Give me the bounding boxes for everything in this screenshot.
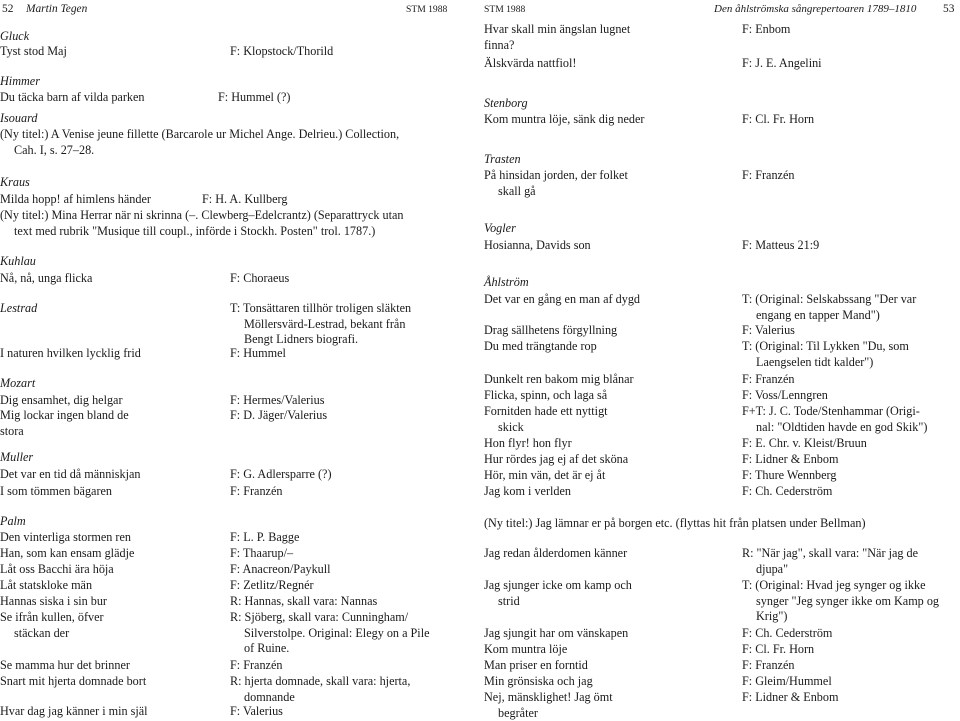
song-author: R: Hannas, skall vara: Nannas (230, 594, 378, 608)
song-author: F: Hummel (230, 346, 286, 360)
song-title: Hannas siska i sin bur (0, 594, 107, 608)
song-entry (230, 301, 475, 348)
song-title-line: finna? (484, 37, 515, 52)
song-title-line: begråter (498, 705, 538, 720)
song-author-line: Krig") (756, 609, 788, 624)
song-entry (0, 530, 470, 546)
song-title: Kom muntra löje (484, 642, 568, 656)
song-entry (484, 674, 954, 690)
composer-heading: Kraus (0, 175, 30, 189)
song-entry (0, 562, 470, 578)
song-title: Låt statskloke män (0, 578, 93, 592)
song-author: F: G. Adlersparre (?) (230, 467, 332, 481)
song-author: F: J. E. Angelini (742, 56, 822, 70)
song-author: F: Hermes/Valerius (230, 393, 325, 407)
song-entry (0, 594, 470, 610)
song-title: Nå, nå, unga flicka (0, 271, 93, 285)
song-title: Hör, min vän, det är ej åt (484, 468, 606, 482)
song-author: F: Zetlitz/Regnér (230, 578, 314, 592)
song-entry (484, 452, 954, 468)
song-author: F: Choraeus (230, 271, 290, 285)
song-title: Låt oss Bacchi ära höja (0, 562, 114, 576)
song-author-line: F+T: J. C. Tode/Stenhammar (Origi- (742, 404, 920, 418)
song-author-line: Silverstolpe. Original: Elegy on a Pile (244, 625, 430, 640)
composer-heading: Palm (0, 514, 26, 528)
song-entry (484, 468, 954, 484)
song-entry (0, 704, 470, 720)
note-text: (Ny titel:) Jag lämnar er på borgen etc. (flyttas hit från platsen under Bellman) (484, 516, 866, 530)
song-title: Hvar dag jag känner i min själ (0, 704, 148, 718)
song-entry (484, 658, 954, 674)
song-author: F: Enbom (742, 22, 791, 36)
song-title: Min grönsiska och jag (484, 674, 593, 688)
song-author: F: Franzén (742, 658, 795, 672)
song-entry (484, 388, 954, 404)
song-entry (0, 658, 470, 674)
song-title: Hon flyr! hon flyr (484, 436, 572, 450)
song-title-line: Nej, mänsklighet! Jag ömt (484, 690, 613, 704)
song-title-line: strid (498, 593, 520, 608)
song-entry (484, 642, 954, 658)
song-author-line: synger "Jeg synger ikke om Kamp og (756, 593, 940, 608)
note-text (0, 127, 478, 158)
composer-heading: Isouard (0, 111, 38, 125)
song-author-line: R: "När jag", skall vara: "När jag de (742, 546, 919, 560)
song-author-line: engang en tapper Mand") (756, 307, 880, 322)
song-entry (484, 323, 954, 339)
song-title-line: Fornitden hade ett nyttigt (484, 404, 608, 418)
song-title: Se mamma hur det brinner (0, 658, 130, 672)
song-title-line: Jag sjunger icke om kamp och (484, 578, 632, 592)
song-author: F: Ch. Cederström (742, 484, 833, 498)
song-author: F: Franzén (230, 658, 283, 672)
song-title: Jag kom i verlden (484, 484, 571, 498)
note-line: Cah. I, s. 27–28. (14, 142, 95, 157)
journal-label: STM 1988 (484, 4, 526, 15)
note-text (0, 208, 478, 239)
song-author: F: E. Chr. v. Kleist/Bruun (742, 436, 867, 450)
composer-heading: Vogler (484, 221, 516, 235)
song-author-line: of Ruine. (244, 641, 290, 656)
left-page-header (0, 2, 480, 16)
song-title: Snart mit hjerta domnade bort (0, 674, 147, 688)
song-title: Hur rördes jag ej af det sköna (484, 452, 629, 466)
song-author: F: Valerius (230, 704, 283, 718)
song-title-line: skick (498, 419, 524, 434)
song-author: F: Lidner & Enbom (742, 452, 839, 466)
song-author: F: Lidner & Enbom (742, 690, 839, 704)
right-page (484, 0, 960, 721)
song-author-line: Laengselen tidt kalder") (756, 354, 874, 369)
song-author: F: Valerius (742, 323, 795, 337)
song-author-line: nal: "Oldtiden havde en god Skik") (756, 419, 928, 434)
journal-label: STM 1988 (406, 4, 448, 15)
song-author: F: Franzén (230, 484, 283, 498)
composer-heading: Stenborg (484, 96, 528, 110)
song-title: Hosianna, Davids son (484, 238, 591, 252)
song-author: F: Matteus 21:9 (742, 238, 820, 252)
song-author: F: D. Jäger/Valerius (230, 408, 328, 422)
song-title: Han, som kan ensam glädje (0, 546, 135, 560)
song-author: F: Klopstock/Thorild (230, 44, 334, 58)
song-author: F: Thure Wennberg (742, 468, 837, 482)
song-entry (0, 578, 470, 594)
song-title: Tyst stod Maj (0, 44, 67, 58)
composer-heading: Kuhlau (0, 254, 36, 268)
note-line: text med rubrik "Musique till coupl., införde i Stockh. Posten" trol. 1787.) (14, 223, 376, 238)
song-author: F: Anacreon/Paykull (230, 562, 331, 576)
song-title-line: stora (0, 423, 24, 438)
running-author: Martin Tegen (26, 3, 88, 15)
song-author: F: Gleim/Hummel (742, 674, 832, 688)
song-author: F: Thaarup/– (230, 546, 294, 560)
song-entry (484, 372, 954, 388)
song-author-line: djupa" (756, 561, 789, 576)
composer-heading: Lestrad (0, 301, 38, 315)
song-title: Dunkelt ren bakom mig blånar (484, 372, 634, 386)
song-title: Den vinterliga stormen ren (0, 530, 131, 544)
song-title: Flicka, spinn, och laga så (484, 388, 608, 402)
song-author: F: Franzén (742, 168, 795, 182)
song-author-line: domnande (244, 689, 295, 704)
song-title-line: Se ifrån kullen, öfver (0, 610, 104, 624)
song-title-line: stäckan der (14, 625, 70, 640)
song-title-line: skall gå (498, 183, 536, 198)
song-entry (484, 436, 954, 452)
composer-heading: Gluck (0, 29, 30, 43)
song-author: F: Ch. Cederström (742, 626, 833, 640)
song-author-line: T: (Original: Til Lykken "Du, som (742, 339, 909, 353)
song-title: I som tömmen bägaren (0, 484, 113, 498)
song-title: Det var en gång en man af dygd (484, 292, 641, 306)
song-author-line: R: hjerta domnade, skall vara: hjerta, (230, 674, 411, 688)
note-line: (Ny titel:) A Venise jeune fillette (Barcarole ur Michel Ange. Delrieu.) Collection, (0, 127, 400, 141)
page-number: 52 (2, 3, 14, 15)
song-title: Jag sjungit har om vänskapen (484, 626, 629, 640)
song-entry (0, 546, 470, 562)
note-line: (Ny titel:) Mina Herrar när ni skrinna (–. Clewberg–Edelcrantz) (Separattryck utan (0, 208, 404, 222)
song-author-line: Möllersvärd-Lestrad, bekant från (244, 316, 406, 331)
song-author-line: Bengt Lidners biografi. (244, 332, 359, 347)
composer-heading: Himmer (0, 74, 40, 88)
song-title-line: På hinsidan jorden, der folket (484, 168, 628, 182)
song-title: Man priser en forntid (484, 658, 588, 672)
song-author-line: T: (Original: Selskabssang "Der var (742, 292, 917, 306)
composer-heading: Muller (0, 450, 34, 464)
song-author-line: T: Tonsättaren tillhör troligen släkten (230, 301, 412, 315)
right-page-header (484, 2, 960, 16)
song-title: Kom muntra löje, sänk dig neder (484, 112, 645, 126)
composer-heading: Trasten (484, 152, 521, 166)
song-title: I naturen hvilken lycklig frid (0, 346, 141, 360)
page-number: 53 (943, 3, 955, 15)
song-title: Det var en tid då människjan (0, 467, 141, 481)
composer-heading: Mozart (0, 376, 36, 390)
song-author: F: Cl. Fr. Horn (742, 642, 815, 656)
song-title-line: Hvar skall min ängslan lugnet (484, 22, 631, 36)
song-title: Du med trängtande rop (484, 339, 597, 353)
song-entry (484, 484, 954, 500)
song-author: F: Cl. Fr. Horn (742, 112, 815, 126)
song-title: Milda hopp! af himlens händer (0, 192, 151, 206)
song-author-line: T: (Original: Hvad jeg synger og ikke (742, 578, 926, 592)
song-author: F: L. P. Bagge (230, 530, 300, 544)
song-author: F: Hummel (?) (218, 90, 291, 104)
running-title: Den åhlströmska sångrepertoaren 1789–1810 (714, 3, 917, 15)
song-author: F: H. A. Kullberg (202, 192, 288, 206)
song-author-line: R: Sjöberg, skall vara: Cunningham/ (230, 610, 409, 624)
song-title: Jag redan ålderdomen känner (484, 546, 628, 560)
song-title: Dig ensamhet, dig helgar (0, 393, 123, 407)
song-entry (484, 626, 954, 642)
song-title-line: Mig lockar ingen bland de (0, 408, 129, 422)
composer-heading: Åhlström (484, 275, 529, 289)
song-title: Du täcka barn af vilda parken (0, 90, 145, 104)
song-title: Drag sällhetens förgyllning (484, 323, 618, 337)
song-title: Älskvärda nattfiol! (484, 56, 577, 70)
song-author: F: Voss/Lenngren (742, 388, 828, 402)
song-author: F: Franzén (742, 372, 795, 386)
